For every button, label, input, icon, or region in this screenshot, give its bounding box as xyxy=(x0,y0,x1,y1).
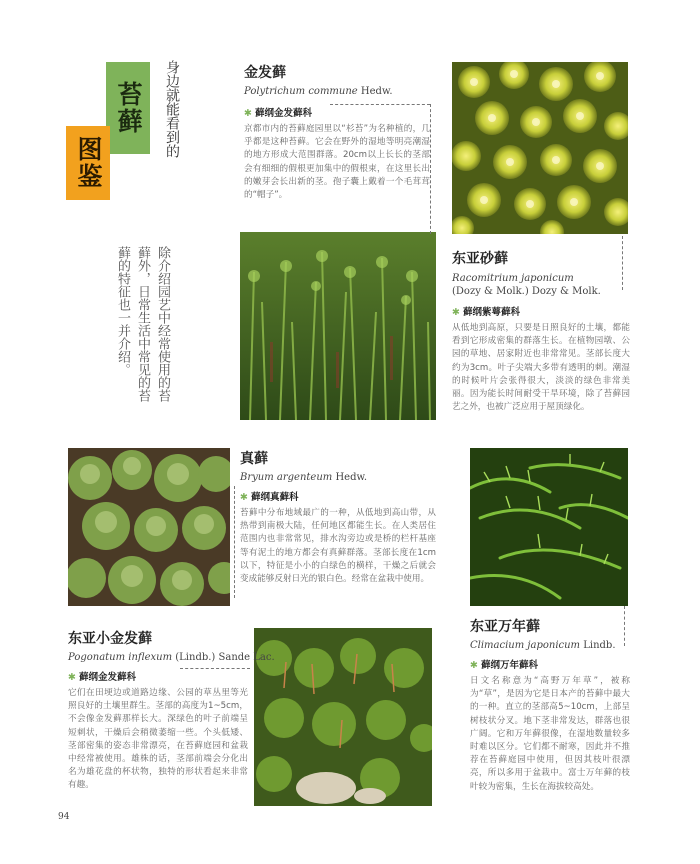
leader-line xyxy=(234,486,235,598)
latin-authority: (Lindb.) Sande Lac. xyxy=(175,652,275,663)
latin-genus: Racomitrium japonicum xyxy=(452,273,574,284)
star-icon: ✱ xyxy=(452,307,460,318)
species-description: 日文名称意为“高野万年草”，被称为“草”，是因为它是日本产的苔藓中最大的一种。直立的茎部高5~10cm，上部呈树枝状分叉。地下茎非常发达，群落也很广阔。它和万年藓很像，在湿地数量较多时难以区分。它们都不耐寒，因此并不推荐在苔藓庭园中使用，但因其枝叶很漂亮，所以多用于盆栽中。富士万年藓的枝叶较为密集，生长在海拔较高处。 xyxy=(470,676,630,792)
photo-racomitrium xyxy=(452,62,628,234)
species-latin xyxy=(68,652,275,663)
latin-authority: Hedw. xyxy=(335,472,368,483)
leader-line xyxy=(180,668,250,669)
family-label: 藓纲万年藓科 xyxy=(480,660,538,671)
leader-line xyxy=(430,104,431,234)
leader-line xyxy=(622,236,623,290)
photo-climacium xyxy=(470,448,628,606)
species-latin xyxy=(452,272,634,298)
species-bryum xyxy=(240,448,436,586)
title-tag-guide: 图鉴 xyxy=(66,126,110,200)
star-icon: ✱ xyxy=(68,672,76,683)
page-number: 94 xyxy=(58,812,70,822)
species-climacium xyxy=(470,616,632,794)
family-label: 藓纲真藓科 xyxy=(250,492,299,503)
intro-line: 藓外，日常生活中常见的苔 xyxy=(135,246,150,402)
photo-polytrichum xyxy=(240,232,436,420)
species-family xyxy=(452,304,634,318)
latin-genus: Climacium japonicum xyxy=(470,640,581,651)
species-family xyxy=(240,489,436,503)
species-name: 真藓 xyxy=(240,451,268,467)
species-latin xyxy=(470,640,632,651)
leader-line xyxy=(624,606,625,646)
species-description: 它们在田埂边或道路边缘、公园的草丛里等光照良好的土壤里群生。茎部的高度为1~5cm，不会像金发藓那样长大。深绿色的叶子前端呈短刺状，干燥后会稍微萎缩一些。个头低矮、茎部密集的姿态非常漂亮，在苔藓庭园和盆栽中经常被使用。雄株的话，茎部前端会分化出名为雄花盘的杯状物，独特的形状看起来非常有趣。 xyxy=(68,688,248,791)
photo-pogonatum xyxy=(254,628,432,806)
species-name: 东亚万年藓 xyxy=(470,619,540,635)
species-description: 从低地到高原，只要是日照良好的土壤，都能看到它形成密集的群落生长。在植物园墩、公园的草地、居家附近也非常常见。茎部长度大约为3cm。叶子尖端大多带有透明的刺。潮湿的时候叶片会张得很大，淡淡的绿色非常美丽。因为能长时间耐受干旱环境，除了苔藓园艺之外，也被广泛应用于屋顶绿化。 xyxy=(452,323,630,413)
species-pogonatum xyxy=(68,628,275,793)
species-polytrichum xyxy=(244,62,440,202)
family-label: 藓纲紫萼藓科 xyxy=(462,307,520,318)
species-name: 东亚砂藓 xyxy=(452,251,508,267)
species-family xyxy=(68,669,250,683)
star-icon: ✱ xyxy=(470,660,478,671)
leader-line xyxy=(330,104,430,105)
latin-authority: Lindb. xyxy=(583,640,616,651)
latin-genus: Pogonatum inflexum xyxy=(68,652,173,663)
star-icon: ✱ xyxy=(244,108,252,119)
species-latin xyxy=(244,86,440,97)
photo-bryum xyxy=(68,448,230,606)
family-label: 藓纲金发藓科 xyxy=(254,108,312,119)
species-description: 苔藓中分布地域最广的一种，从低地到高山带，从热带到南极大陆，任何地区都能生长。在人类居住范围内也非常常见，排水沟旁边或是桥的栏杆基座等有泥土的地方都会有真藓群落。茎部长度在1cm以下，特征是小小的白绿色的横样，干燥之后就会变成能够反射日光的银白色。经常在盆栽中使用。 xyxy=(240,508,436,585)
star-icon: ✱ xyxy=(240,492,248,503)
species-name: 东亚小金发藓 xyxy=(68,631,152,647)
intro-line: 藓的特征也一并介绍。 xyxy=(115,246,130,376)
species-family xyxy=(470,657,632,671)
latin-authority: (Dozy & Molk.) Dozy & Molk. xyxy=(452,286,601,297)
species-description: 京都市内的苔藓庭园里以“杉苔”为名种植的，几乎都是这种苔藓。它会在野外的湿地等明亮潮湿的地方形成大范围群落。20cm以上长长的茎部会有细细的假根更加集中的假根束，在这里长出的嫩芽会长出新的茎。孢子囊上戴着一个毛茸茸的“帽子”。 xyxy=(244,124,430,201)
latin-genus: Polytrichum commune xyxy=(244,86,358,97)
latin-genus: Bryum argenteum xyxy=(240,472,333,483)
species-latin xyxy=(240,472,436,483)
title-tag-moss: 苔藓 xyxy=(106,62,150,154)
subtitle: 身边就能看到的 xyxy=(164,60,180,158)
intro-line: 除介绍园艺中经常使用的苔 xyxy=(155,246,170,402)
species-racomitrium xyxy=(452,248,634,414)
family-label: 藓纲金发藓科 xyxy=(78,672,136,683)
latin-authority: Hedw. xyxy=(360,86,393,97)
species-family xyxy=(244,105,440,119)
species-name: 金发藓 xyxy=(244,65,286,81)
intro-text xyxy=(112,246,172,416)
